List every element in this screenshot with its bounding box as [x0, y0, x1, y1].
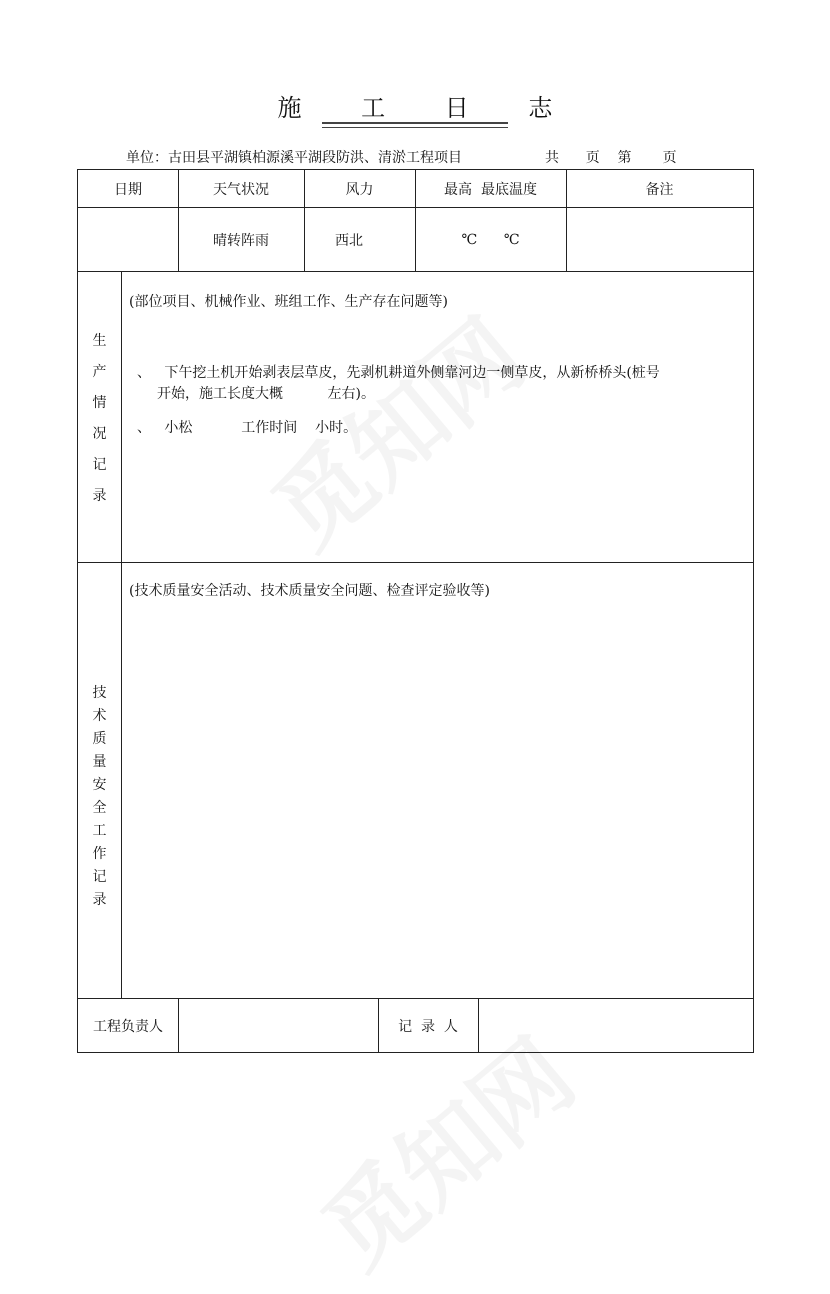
header-remarks: 备注	[645, 181, 674, 198]
quality-label-char: 技	[92, 685, 107, 701]
production-label	[78, 330, 121, 505]
production-item-1-line-1: 、 下午挖土机开始剥表层草皮，先剥机耕道外侧靠河边一侧草皮，从新桥桥头(桩号	[137, 365, 660, 381]
quality-label-char: 质	[92, 731, 107, 747]
header-temperature: 最高 最底温度	[444, 181, 537, 198]
title-underline-thin	[322, 127, 508, 128]
production-label-char: 录	[92, 488, 107, 504]
header-date: 日期	[114, 181, 142, 198]
manager-value[interactable]	[179, 999, 378, 1053]
value-remarks[interactable]	[566, 208, 753, 271]
quality-label-char: 记	[92, 869, 107, 885]
value-temperature[interactable]: ℃ ℃	[461, 231, 520, 248]
header-weather: 天气状况	[213, 181, 269, 198]
production-label-char: 情	[92, 395, 107, 411]
quality-label-char: 安	[92, 777, 107, 793]
recorder-label: 记 录 人	[398, 1019, 458, 1035]
value-weather[interactable]: 晴转阵雨	[213, 232, 269, 249]
log-table	[77, 169, 754, 1053]
title-underline	[322, 122, 508, 124]
manager-label: 工程负责人	[93, 1019, 163, 1035]
production-item-2: 、 小松 工作时间 小时。	[137, 420, 358, 436]
header-wind: 风力	[345, 181, 374, 198]
quality-label-char: 术	[92, 708, 107, 724]
quality-label-char: 录	[92, 892, 107, 908]
production-label-char: 况	[92, 426, 107, 442]
recorder-value[interactable]	[479, 999, 753, 1053]
page-title: 施 工 日 志	[277, 94, 579, 122]
quality-label-char: 量	[92, 754, 107, 770]
value-wind[interactable]: 西北	[335, 232, 363, 249]
quality-label-char: 作	[92, 846, 107, 862]
quality-hint: (技术质量安全活动、技术质量安全问题、检查评定验收等)	[129, 583, 490, 599]
production-item-1-line-2: 开始，施工长度大概 左右)。	[157, 386, 375, 402]
production-label-char: 产	[92, 364, 107, 380]
production-label-char: 记	[92, 457, 107, 473]
production-label-char: 生	[92, 333, 107, 349]
production-hint: (部位项目、机械作业、班组工作、生产存在问题等)	[129, 294, 448, 310]
quality-label-char: 工	[92, 823, 107, 839]
page-info: 共 页 第 页	[545, 150, 677, 166]
quality-label	[78, 682, 121, 909]
value-date[interactable]	[78, 208, 178, 271]
unit-line: 单位：古田县平湖镇柏源溪平湖段防洪、清淤工程项目	[126, 150, 462, 166]
quality-label-char: 全	[92, 800, 107, 816]
